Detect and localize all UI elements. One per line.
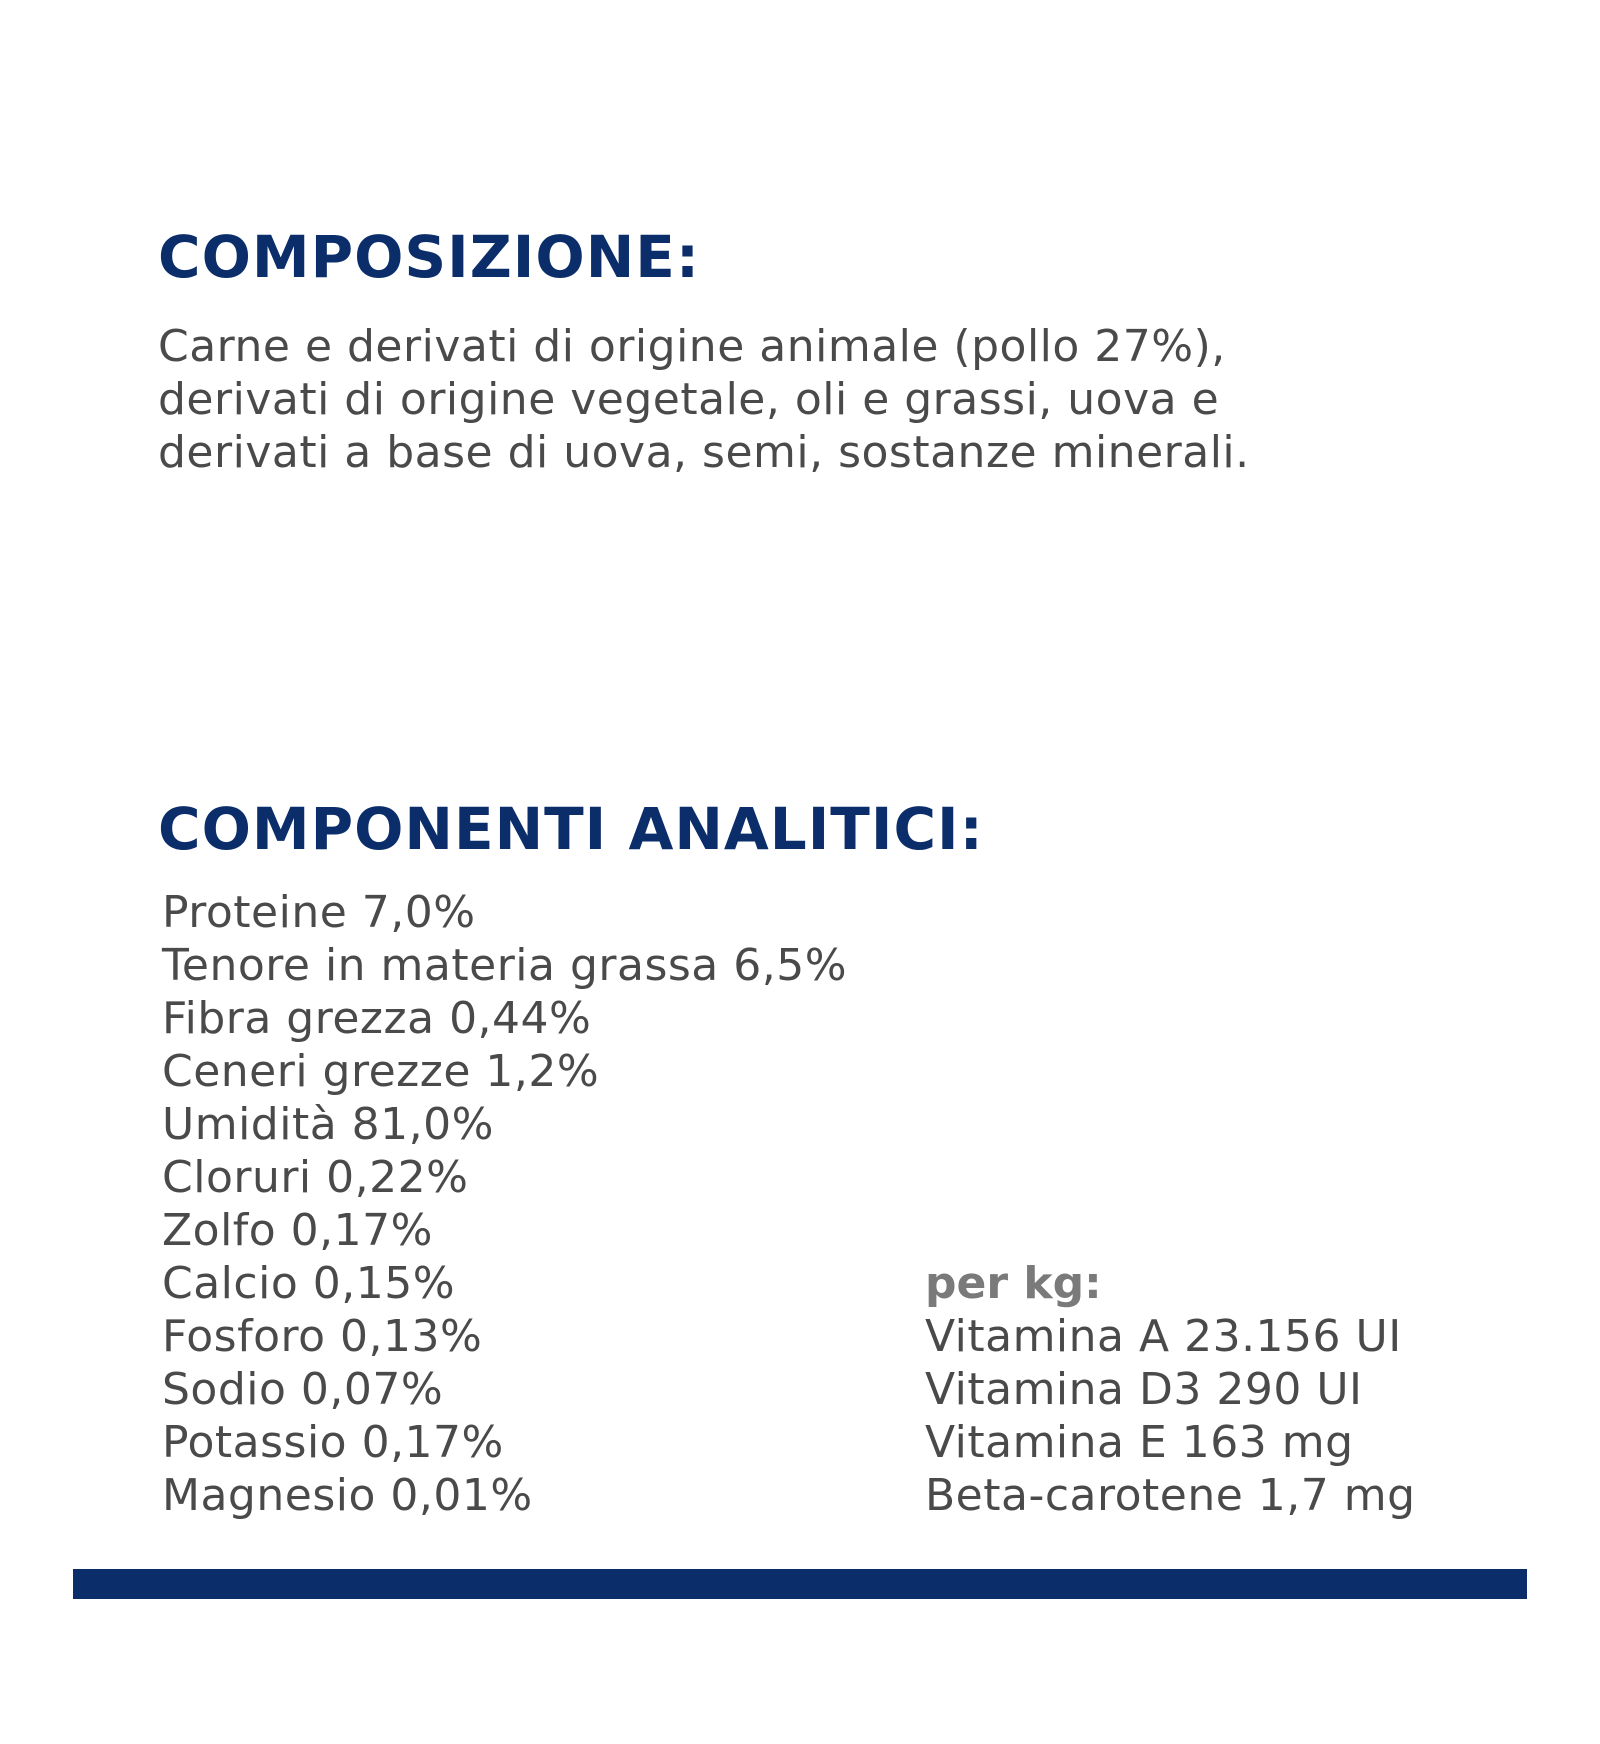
list-item-umidita: Umidità 81,0%: [162, 1099, 494, 1150]
list-item-sodio: Sodio 0,07%: [162, 1364, 444, 1415]
composizione-line: derivati di origine vegetale, oli e grassi, uova e: [158, 374, 1220, 425]
list-item-magnesio: Magnesio 0,01%: [162, 1470, 533, 1521]
list-item-zolfo: Zolfo 0,17%: [162, 1205, 433, 1256]
analytic-components-list: [162, 886, 847, 1522]
list-item-vitamina-d3: Vitamina D3 290 UI: [925, 1364, 1363, 1415]
list-item-potassio: Potassio 0,17%: [162, 1417, 504, 1468]
per-kg-label: per kg:: [925, 1258, 1102, 1309]
bottom-divider-bar: [73, 1569, 1527, 1599]
componenti-analitici-heading: COMPONENTI ANALITICI:: [158, 795, 984, 863]
list-item-calcio: Calcio 0,15%: [162, 1258, 456, 1309]
list-item-fibra-grezza: Fibra grezza 0,44%: [162, 993, 592, 1044]
list-item-cloruri: Cloruri 0,22%: [162, 1152, 469, 1203]
list-item-fosforo: Fosforo 0,13%: [162, 1311, 483, 1362]
composizione-heading: COMPOSIZIONE:: [158, 223, 701, 291]
list-item-proteine: Proteine 7,0%: [162, 887, 476, 938]
list-item-materia-grassa: Tenore in materia grassa 6,5%: [162, 940, 848, 991]
list-item-vitamina-a: Vitamina A 23.156 UI: [925, 1311, 1402, 1362]
composizione-text: [158, 320, 1458, 479]
composizione-line: derivati a base di uova, semi, sostanze minerali.: [158, 427, 1250, 478]
vitamin-list: [925, 1310, 1416, 1522]
list-item-ceneri-grezze: Ceneri grezze 1,2%: [162, 1046, 600, 1097]
list-item-vitamina-e: Vitamina E 163 mg: [925, 1417, 1354, 1468]
list-item-beta-carotene: Beta-carotene 1,7 mg: [925, 1470, 1416, 1521]
composizione-line: Carne e derivati di origine animale (pollo 27%),: [158, 321, 1226, 372]
